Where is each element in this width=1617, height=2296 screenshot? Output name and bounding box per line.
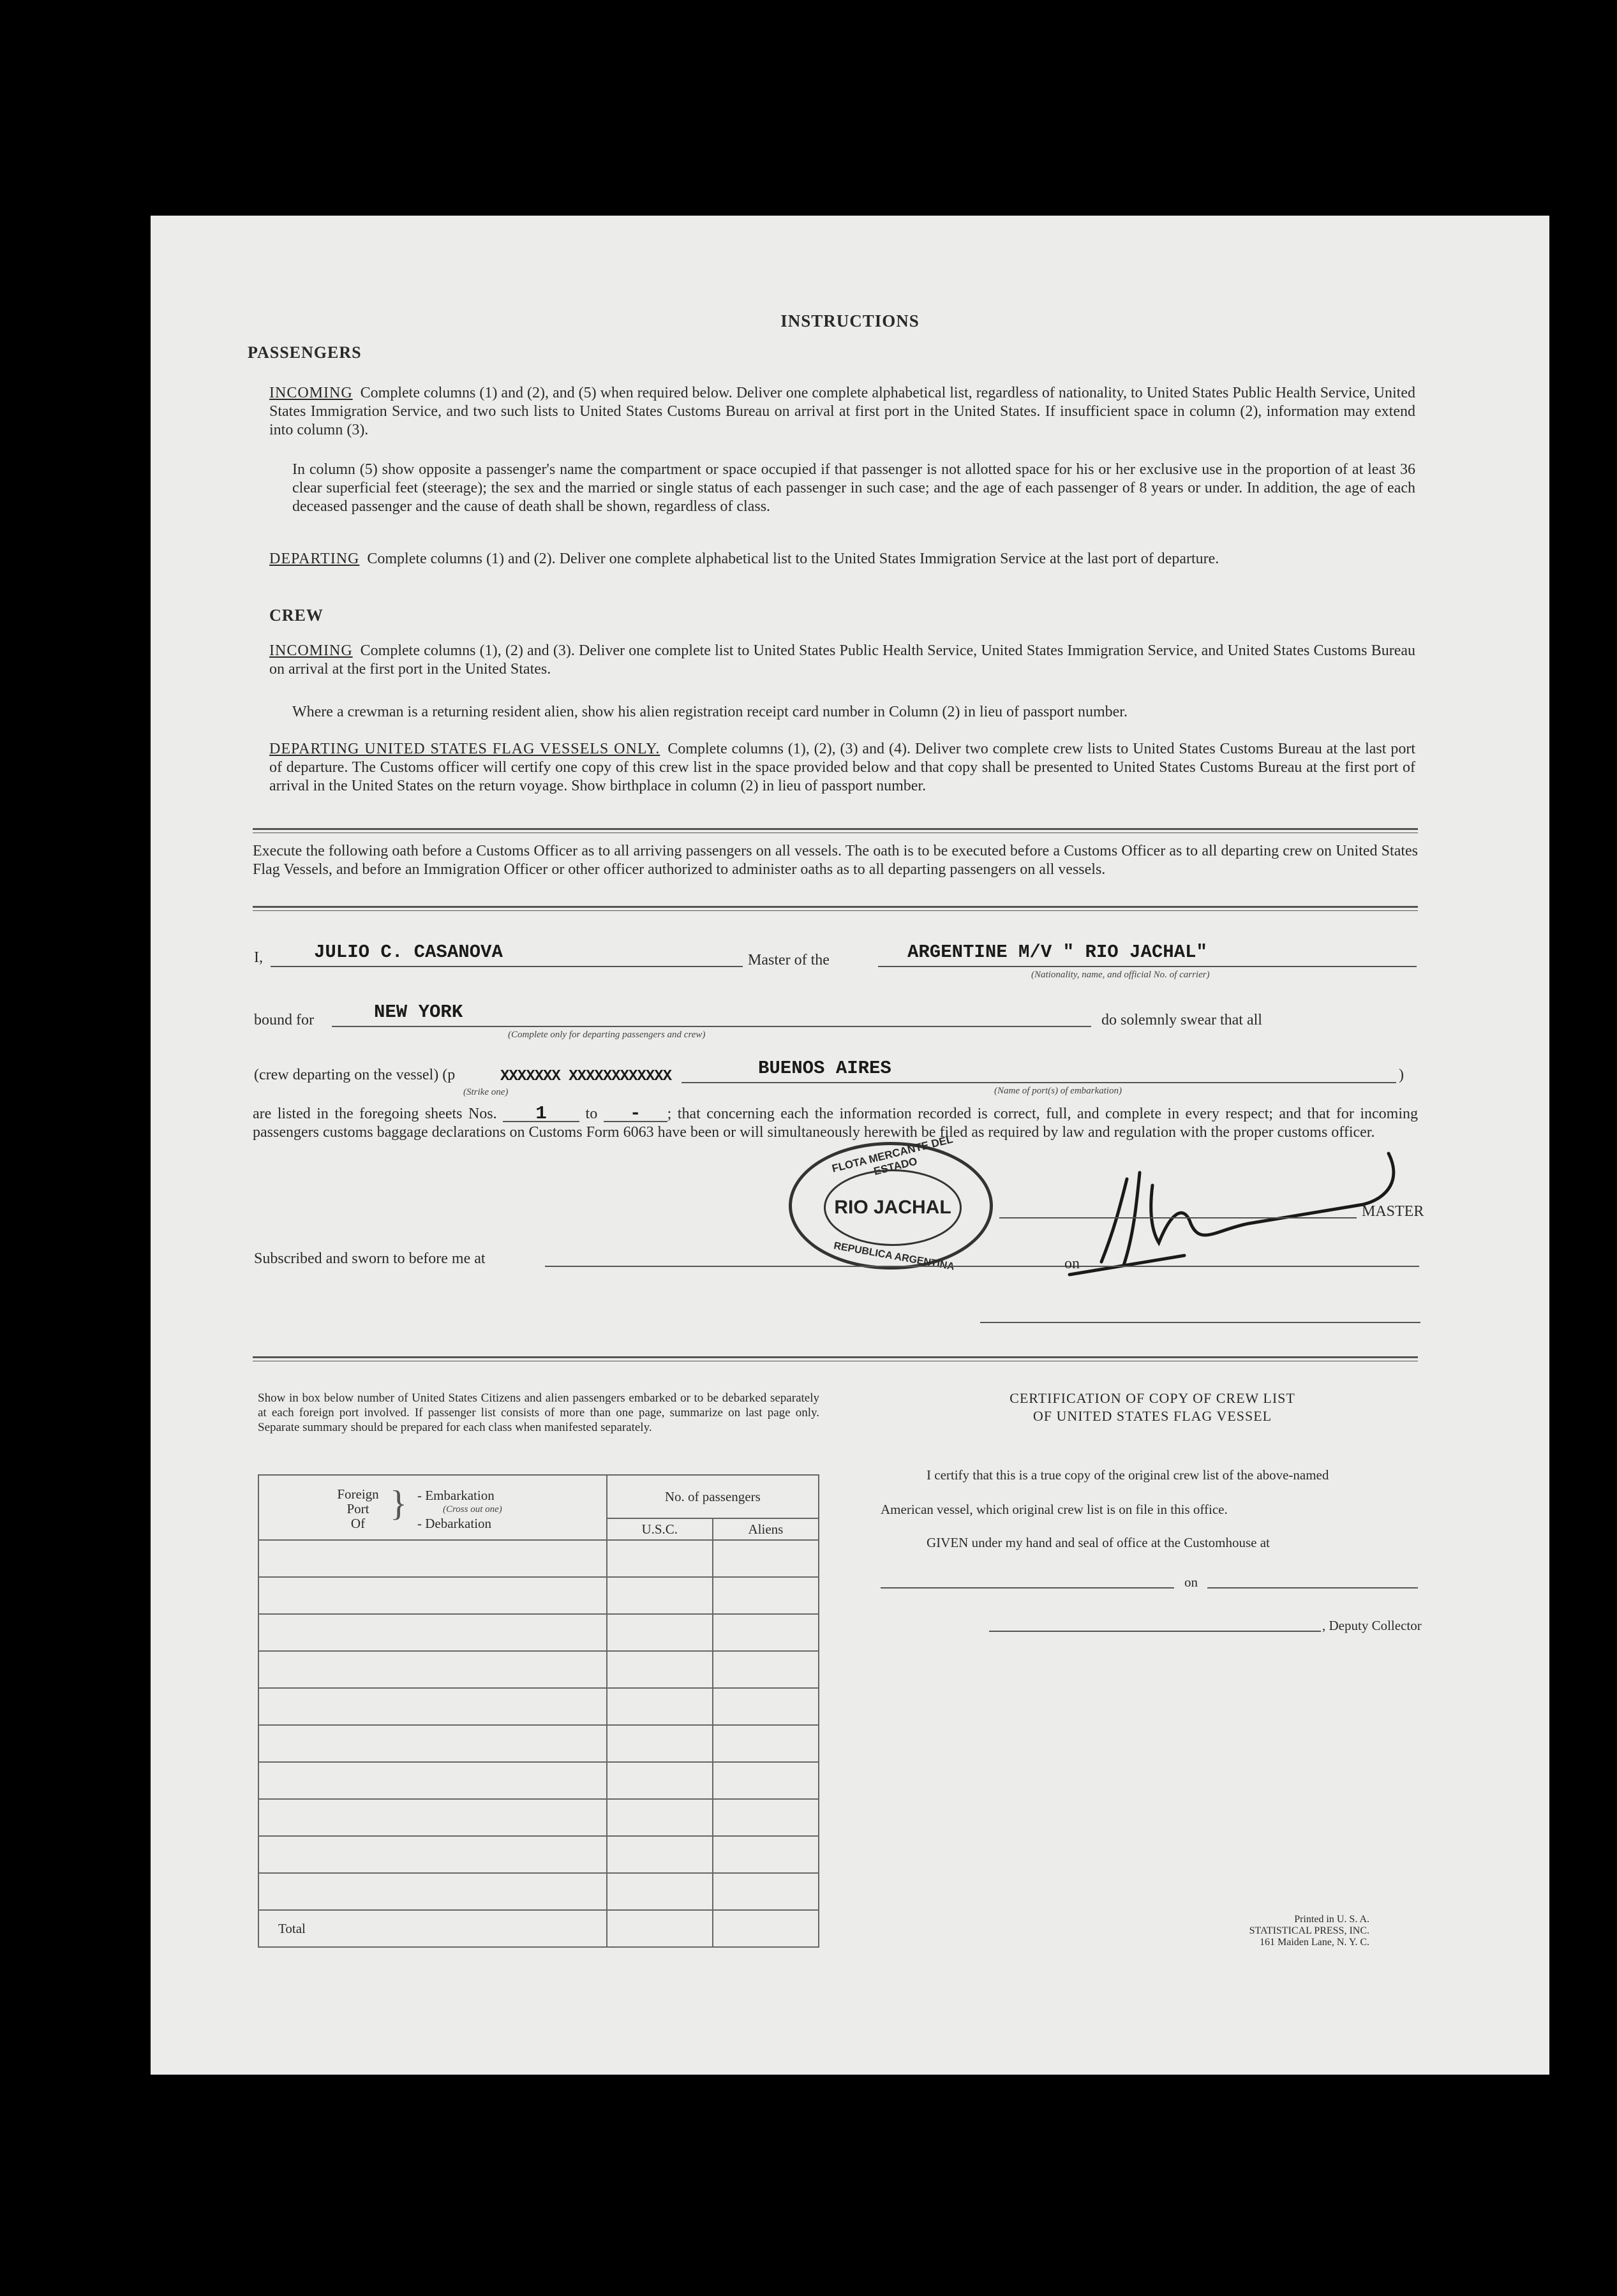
table-row bbox=[258, 1725, 819, 1762]
aliens-cell[interactable] bbox=[713, 1614, 819, 1651]
page-title: INSTRUCTIONS bbox=[780, 311, 920, 330]
master-of-label: Master of the bbox=[748, 952, 830, 968]
foreign-port-header bbox=[258, 1475, 607, 1540]
port-cell[interactable] bbox=[258, 1762, 607, 1799]
section-divider bbox=[253, 906, 1418, 911]
port-label: Port bbox=[346, 1501, 369, 1516]
debarkation-label: - Debarkation bbox=[417, 1516, 492, 1531]
imprint-line3: 161 Maiden Lane, N. Y. C. bbox=[1260, 1937, 1369, 1948]
destination-line bbox=[332, 1026, 1091, 1027]
close-paren: ) bbox=[1399, 1067, 1404, 1083]
on-label: on bbox=[1064, 1255, 1080, 1272]
certify-text: I certify that this is a true copy of the original crew list of the above-named bbox=[927, 1467, 1329, 1483]
table-row bbox=[258, 1799, 819, 1836]
crew-departing-text: Complete columns (1), (2), (3) and (4). Deliver two complete crew lists to United States Customs Bureau at the last port of departure. The Customs officer will certify one copy of this crew list in the space provided below and that copy shall be presented to United States Customs Bureau at the first port of arrival in the United States on the return voyage. Show birthplace in column (2) in lieu of passport number. bbox=[269, 741, 1415, 794]
cert-on-label: on bbox=[1184, 1574, 1198, 1590]
imprint-line1: Printed in U. S. A. bbox=[1294, 1914, 1369, 1925]
aliens-cell[interactable] bbox=[713, 1836, 819, 1873]
destination: NEW YORK bbox=[374, 1002, 463, 1023]
usc-cell[interactable] bbox=[607, 1614, 713, 1651]
brace-icon: } bbox=[390, 1484, 407, 1523]
certification-title-line2: OF UNITED STATES FLAG VESSEL bbox=[1032, 1408, 1272, 1424]
document-page bbox=[151, 216, 1549, 2075]
usc-cell[interactable] bbox=[607, 1651, 713, 1688]
crew-incoming-instructions bbox=[269, 642, 1415, 679]
sheet-from: 1 bbox=[503, 1107, 579, 1122]
crew-incoming-text: Complete columns (1), (2) and (3). Deliver one complete list to United States Public Health Service, United States Immigration Service, and United States Customs Bureau on arrival at the first port in the United States. bbox=[269, 642, 1415, 678]
passengers-incoming-label: INCOMING bbox=[269, 385, 353, 401]
aliens-header: Aliens bbox=[713, 1518, 819, 1540]
port-cell[interactable] bbox=[258, 1799, 607, 1836]
stamp-bottom-text: REPUBLICA ARGENTINA bbox=[833, 1240, 955, 1273]
oath-intro: Execute the following oath before a Customs Officer as to all arriving passengers on all vessels. The oath is to be executed before a Customs Officer as to all departing crew on United States Flag Vessels, and before an Immigration Officer or other officer authorized to administer oaths as to all departing passengers on all vessels. bbox=[253, 843, 1418, 878]
embarkation-caption: (Name of port(s) of embarkation) bbox=[994, 1086, 1122, 1096]
usc-cell[interactable] bbox=[607, 1873, 713, 1910]
original-list-text: American vessel, which original crew list is on file in this office. bbox=[881, 1502, 1228, 1517]
crew-departing-label: (crew departing on the vessel) (p bbox=[254, 1067, 456, 1083]
port-cell[interactable] bbox=[258, 1577, 607, 1614]
aliens-cell[interactable] bbox=[713, 1577, 819, 1614]
usc-cell[interactable] bbox=[607, 1540, 713, 1577]
table-row bbox=[258, 1762, 819, 1799]
destination-caption: (Complete only for departing passengers and crew) bbox=[508, 1030, 706, 1040]
section-divider bbox=[253, 1356, 1418, 1361]
cert-date-line bbox=[1207, 1587, 1418, 1589]
deputy-collector-label: , Deputy Collector bbox=[1322, 1618, 1422, 1633]
usc-cell[interactable] bbox=[607, 1799, 713, 1836]
of-label: Of bbox=[350, 1516, 366, 1531]
subscribed-label: Subscribed and sworn to before me at bbox=[254, 1250, 486, 1267]
usc-cell[interactable] bbox=[607, 1688, 713, 1725]
printer-imprint bbox=[1095, 1914, 1369, 1948]
table-row bbox=[258, 1836, 819, 1873]
master-name: JULIO C. CASANOVA bbox=[314, 942, 503, 963]
vessel-name: ARGENTINE M/V " RIO JACHAL" bbox=[907, 942, 1207, 963]
passengers-incoming-text: Complete columns (1) and (2), and (5) when required below. Deliver one complete alphabetical list, regardless of nationality, to United States Public Health Service, United States Immigration Service, and two such lists to United States Customs Bureau on arrival at first port in the United States. If insufficient space in column (2), information may extend into column (3). bbox=[269, 385, 1415, 438]
imprint-line2: STATISTICAL PRESS, INC. bbox=[1249, 1925, 1369, 1936]
port-cell[interactable] bbox=[258, 1725, 607, 1762]
crew-heading: CREW bbox=[269, 606, 324, 625]
port-cell[interactable] bbox=[258, 1688, 607, 1725]
ship-seal-stamp bbox=[789, 1133, 993, 1273]
certification-title-line1: CERTIFICATION OF COPY OF CREW LIST bbox=[1010, 1390, 1295, 1406]
usc-header: U.S.C. bbox=[607, 1518, 713, 1540]
port-cell[interactable] bbox=[258, 1836, 607, 1873]
aliens-cell[interactable] bbox=[713, 1725, 819, 1762]
oath-i-label: I, bbox=[254, 949, 263, 966]
crew-departing-label: DEPARTING UNITED STATES FLAG VESSELS ONLY. bbox=[269, 741, 660, 757]
table-row bbox=[258, 1688, 819, 1725]
given-text: GIVEN under my hand and seal of office at the Customhouse at bbox=[927, 1535, 1270, 1550]
crew-incoming-label: INCOMING bbox=[269, 642, 353, 659]
aliens-cell[interactable] bbox=[713, 1873, 819, 1910]
passengers-heading: PASSENGERS bbox=[248, 343, 362, 362]
total-label: Total bbox=[258, 1910, 607, 1947]
foreign-label: Foreign bbox=[337, 1486, 379, 1502]
aliens-cell[interactable] bbox=[713, 1799, 819, 1836]
sheets-label: are listed in the foregoing sheets Nos. bbox=[253, 1106, 497, 1122]
vessel-line bbox=[878, 966, 1417, 967]
table-row bbox=[258, 1614, 819, 1651]
section-divider bbox=[253, 828, 1418, 833]
stamp-center-text: RIO JACHAL bbox=[824, 1169, 962, 1246]
usc-total-cell[interactable] bbox=[607, 1910, 713, 1947]
port-cell[interactable] bbox=[258, 1614, 607, 1651]
vessel-caption: (Nationality, name, and official No. of carrier) bbox=[1031, 970, 1210, 980]
aliens-total-cell[interactable] bbox=[713, 1910, 819, 1947]
passengers-departing-label: DEPARTING bbox=[269, 551, 360, 567]
certification-title bbox=[891, 1389, 1414, 1425]
stamp-top-text: FLOTA MERCANTE DEL ESTADO bbox=[830, 1133, 955, 1178]
bound-for-label: bound for bbox=[254, 1012, 314, 1028]
usc-cell[interactable] bbox=[607, 1725, 713, 1762]
crew-departing-instructions bbox=[269, 740, 1415, 796]
deputy-collector-line bbox=[989, 1631, 1321, 1632]
cross-out-label: (Cross out one) bbox=[443, 1504, 502, 1515]
total-row bbox=[258, 1910, 819, 1947]
to-label: to bbox=[585, 1106, 598, 1122]
master-name-line bbox=[271, 966, 743, 967]
aliens-cell[interactable] bbox=[713, 1651, 819, 1688]
no-passengers-header: No. of passengers bbox=[607, 1475, 819, 1518]
aliens-cell[interactable] bbox=[713, 1762, 819, 1799]
usc-cell[interactable] bbox=[607, 1836, 713, 1873]
officer-signature-line bbox=[980, 1322, 1420, 1323]
crew-resident-instructions: Where a crewman is a returning resident alien, show his alien registration receipt card number in Column (2) in lieu of passport number. bbox=[292, 704, 1128, 720]
subscribed-place-line bbox=[545, 1266, 1419, 1267]
usc-cell[interactable] bbox=[607, 1762, 713, 1799]
master-signature-line bbox=[999, 1217, 1357, 1218]
passenger-box-instructions: Show in box below number of United States Citizens and alien passengers embarked or to be debarked separately at each foreign port involved. If passenger list consists of more than one page, summarize on last page only. Separate summary should be prepared for each class when manifested separately. bbox=[258, 1391, 819, 1434]
embarkation-label: - Embarkation bbox=[417, 1488, 495, 1503]
table-row bbox=[258, 1577, 819, 1614]
port-cell[interactable] bbox=[258, 1873, 607, 1910]
embarkation-line bbox=[682, 1082, 1396, 1083]
passengers-departing-instructions bbox=[269, 550, 1415, 568]
aliens-cell[interactable] bbox=[713, 1540, 819, 1577]
struck-out-text: XXXXXXX XXXXXXXXXXXX bbox=[500, 1068, 672, 1085]
aliens-cell[interactable] bbox=[713, 1688, 819, 1725]
embarkation-port: BUENOS AIRES bbox=[758, 1058, 891, 1079]
strike-caption: (Strike one) bbox=[463, 1087, 509, 1097]
swear-text: do solemnly swear that all bbox=[1101, 1012, 1262, 1028]
usc-cell[interactable] bbox=[607, 1577, 713, 1614]
column5-instructions: In column (5) show opposite a passenger's name the compartment or space occupied if that passenger is not allotted space for his or her exclusive use in the proportion of at least 36 clear superficial feet (steerage); the sex and the married or single status of each passenger in such case; and the age of each passenger of 8 years or under. In addition, the age of each deceased passenger and the cause of death shall be shown, regardless of class. bbox=[292, 461, 1415, 515]
passengers-departing-text: Complete columns (1) and (2). Deliver one complete alphabetical list to the United States Immigration Service at the last port of departure. bbox=[367, 551, 1219, 567]
port-cell[interactable] bbox=[258, 1540, 607, 1577]
sheet-to: - bbox=[604, 1107, 667, 1122]
table-row bbox=[258, 1540, 819, 1577]
table-row bbox=[258, 1651, 819, 1688]
table-row bbox=[258, 1873, 819, 1910]
passengers-incoming-instructions bbox=[269, 384, 1415, 440]
port-cell[interactable] bbox=[258, 1651, 607, 1688]
sheets-text: ; that concerning each the information recorded is correct, full, and complete in every respect; and that for incoming passengers customs baggage declarations on Customs Form 6063 have been or will simultaneously herewith be filed as required by law and regulation with the proper customs officer. bbox=[253, 1106, 1419, 1141]
passenger-summary-table bbox=[258, 1474, 819, 1948]
customhouse-line bbox=[881, 1587, 1174, 1589]
master-label: MASTER bbox=[1362, 1203, 1424, 1220]
master-signature bbox=[980, 1134, 1427, 1281]
